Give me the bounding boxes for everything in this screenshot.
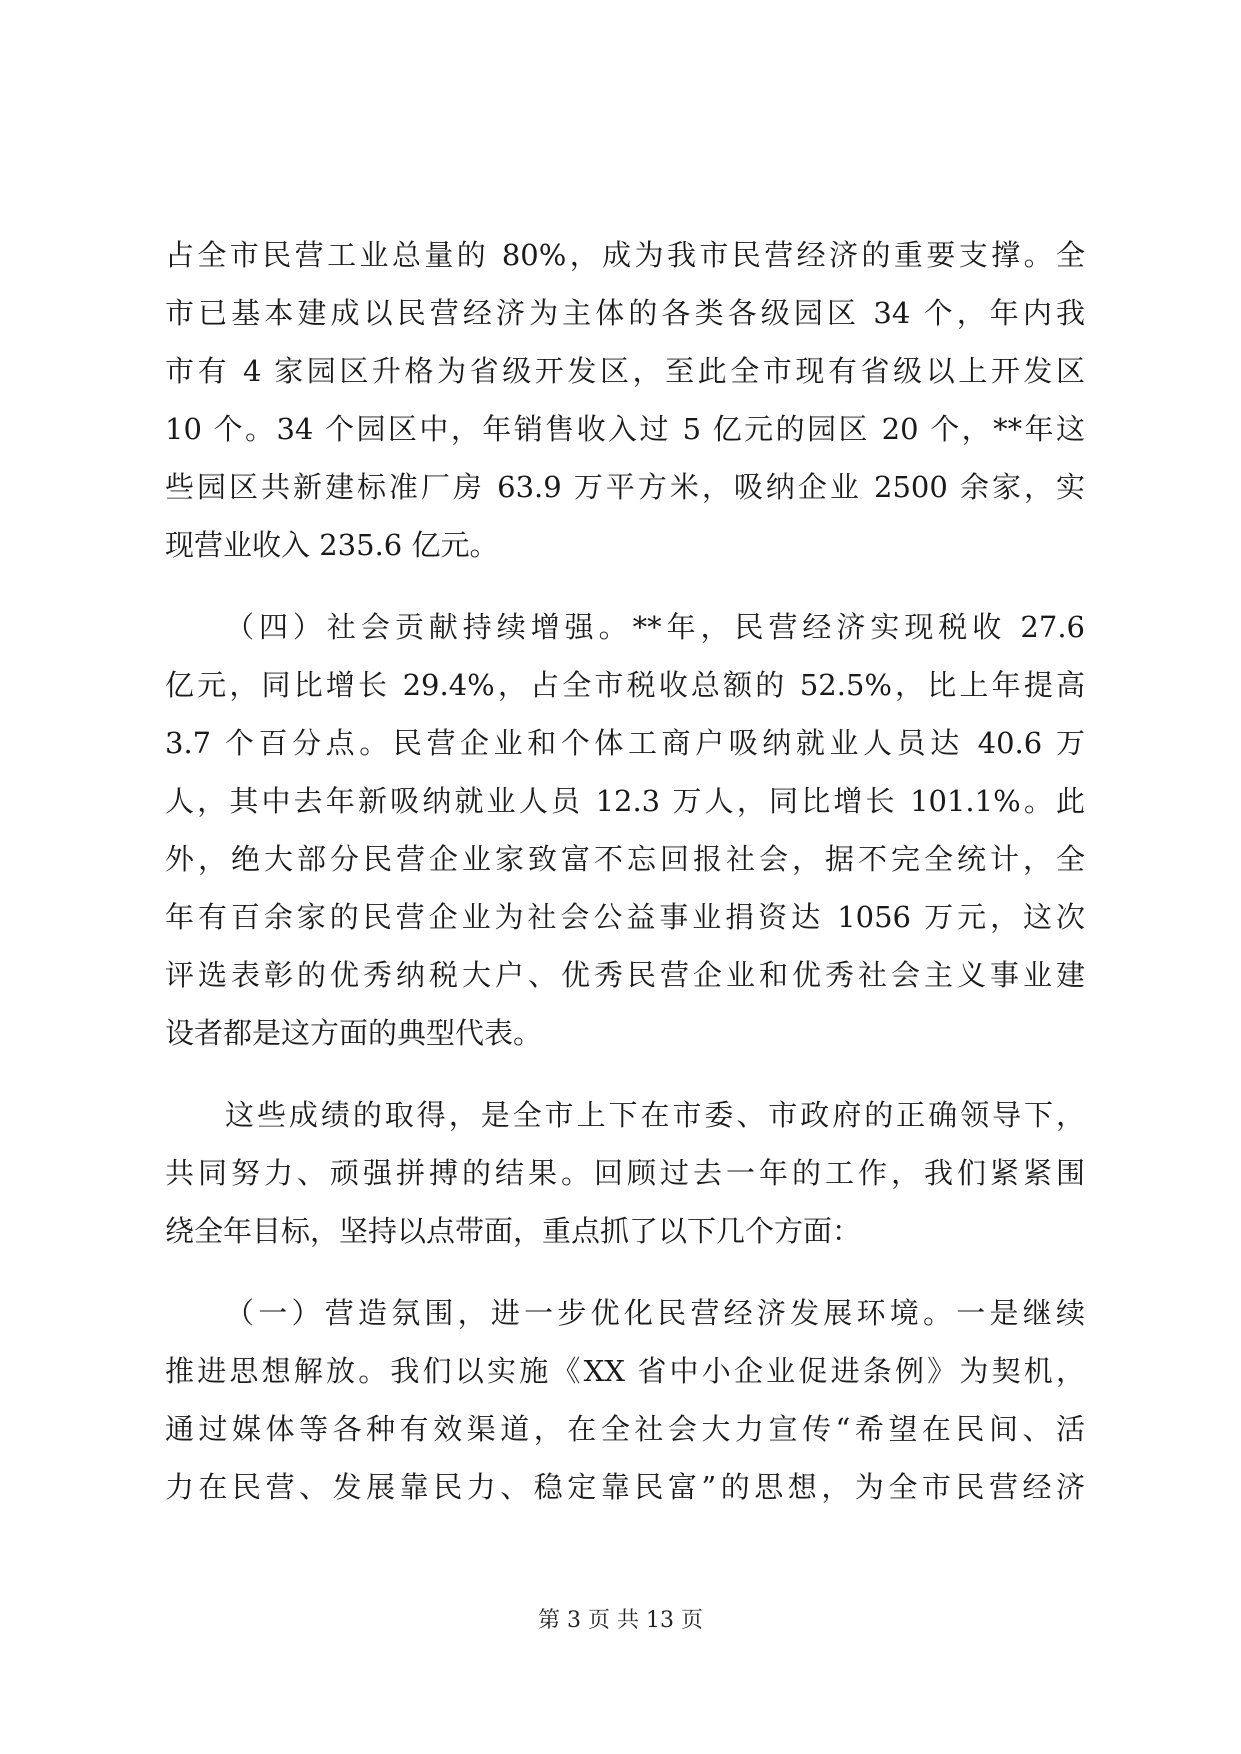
document-body <box>165 226 1085 1516</box>
paragraph <box>165 1086 1085 1260</box>
text-line: 评选表彰的优秀纳税大户、优秀民营企业和优秀社会主义事业建 <box>165 958 1085 992</box>
text-line: （四）社会贡献持续增强。**年，民营经济实现税收 27.6 <box>225 610 1085 644</box>
text-line: 设者都是这方面的典型代表。 <box>165 1016 543 1050</box>
paragraph <box>165 226 1085 574</box>
text-line: 市已基本建成以民营经济为主体的各类各级园区 34 个，年内我 <box>165 296 1085 330</box>
text-line: 力在民营、发展靠民力、稳定靠民富”的思想，为全市民营经济 <box>165 1470 1085 1504</box>
text-line: 通过媒体等各种有效渠道，在全社会大力宣传“希望在民间、活 <box>165 1412 1085 1446</box>
text-line: 3.7 个百分点。民营企业和个体工商户吸纳就业人员达 40.6 万 <box>165 726 1085 760</box>
text-line: 推进思想解放。我们以实施《XX 省中小企业促进条例》为契机， <box>165 1354 1085 1388</box>
text-line: 年有百余家的民营企业为社会公益事业捐资达 1056 万元，这次 <box>165 900 1085 934</box>
page-number-footer: 第 3 页 共 13 页 <box>538 1608 703 1633</box>
paragraph-gap <box>165 1260 1085 1284</box>
text-line: 现营业收入 235.6 亿元。 <box>165 528 499 562</box>
text-line: 绕全年目标，坚持以点带面，重点抓了以下几个方面： <box>165 1214 862 1248</box>
paragraph <box>165 598 1085 1062</box>
text-line: （一）营造氛围，进一步优化民营经济发展环境。一是继续 <box>225 1296 1085 1330</box>
text-line: 些园区共新建标准厂房 63.9 万平方米，吸纳企业 2500 余家，实 <box>165 470 1085 504</box>
paragraph-gap <box>165 1062 1085 1086</box>
text-line: 市有 4 家园区升格为省级开发区，至此全市现有省级以上开发区 <box>165 354 1085 388</box>
text-line: 占全市民营工业总量的 80%，成为我市民营经济的重要支撑。全 <box>165 238 1085 272</box>
paragraph-gap <box>165 574 1085 598</box>
text-line: 亿元，同比增长 29.4%，占全市税收总额的 52.5%，比上年提高 <box>165 668 1085 702</box>
text-line: 10 个。34 个园区中，年销售收入过 5 亿元的园区 20 个，**年这 <box>165 412 1085 446</box>
text-line: 这些成绩的取得，是全市上下在市委、市政府的正确领导下， <box>225 1098 1085 1132</box>
paragraph <box>165 1284 1085 1516</box>
text-line: 人，其中去年新吸纳就业人员 12.3 万人，同比增长 101.1%。此 <box>165 784 1085 818</box>
text-line: 外，绝大部分民营企业家致富不忘回报社会，据不完全统计，全 <box>165 842 1085 876</box>
text-line: 共同努力、顽强拼搏的结果。回顾过去一年的工作，我们紧紧围 <box>165 1156 1085 1190</box>
